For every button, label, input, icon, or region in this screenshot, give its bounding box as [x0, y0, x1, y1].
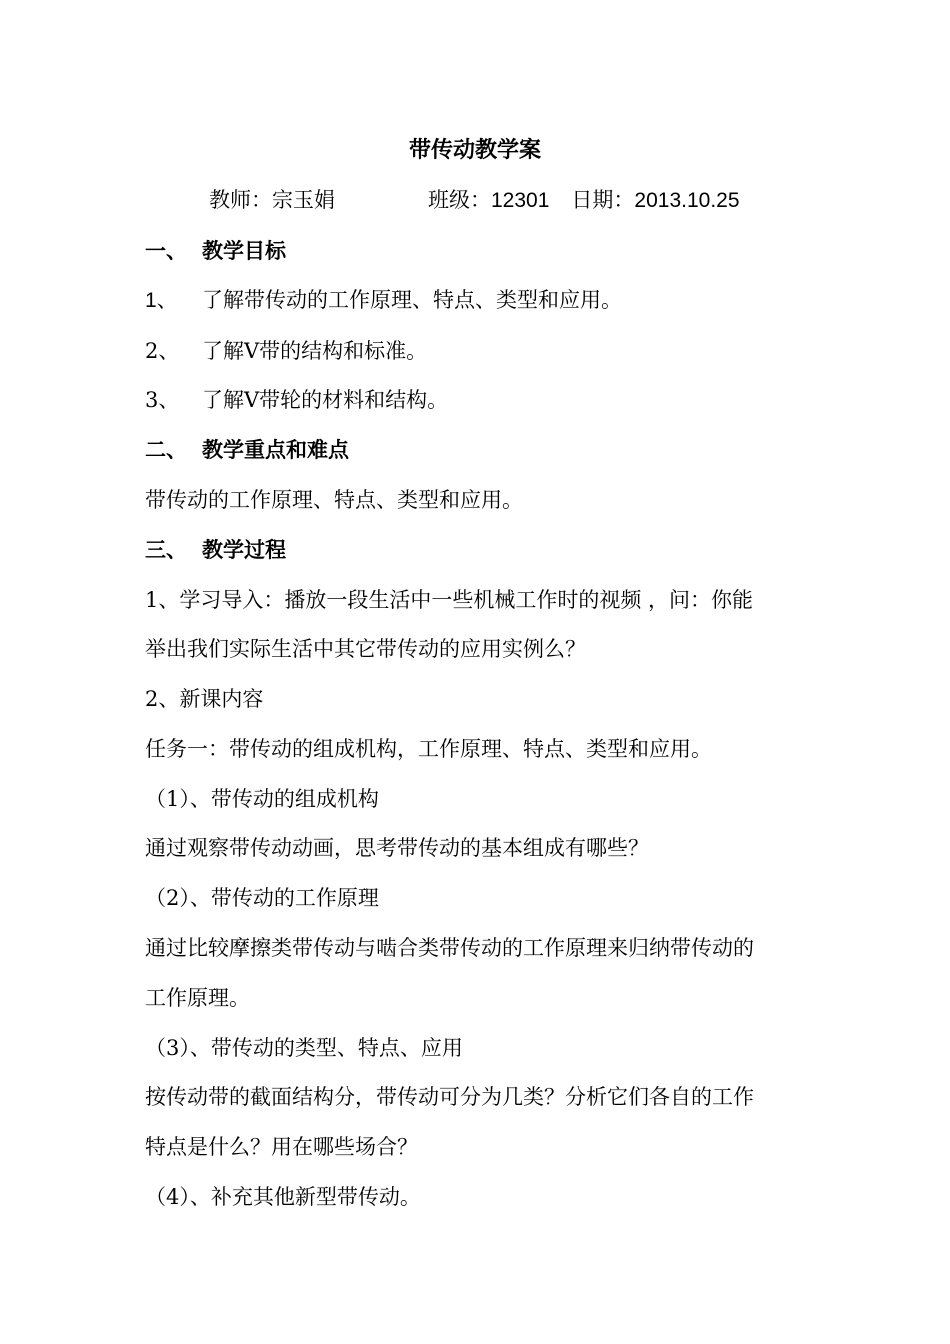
- section-marker: 三、: [145, 538, 187, 562]
- class-value: 12301: [491, 189, 550, 212]
- list-item: [145, 336, 427, 366]
- list-item: [145, 285, 622, 316]
- paragraph: 带传动的工作原理、特点、类型和应用。: [145, 488, 523, 512]
- teacher-label: 教师：: [209, 188, 272, 212]
- section-heading-process: [145, 535, 286, 565]
- paragraph-line: 举出我们实际生活中其它带传动的应用实例么？: [145, 637, 586, 661]
- paragraph-line: （4）、补充其他新型带传动。: [145, 1185, 421, 1209]
- date-label: 日期：: [571, 188, 635, 212]
- paragraph-line: 2、新课内容: [145, 687, 264, 711]
- list-item: [145, 385, 448, 415]
- paragraph-line: （3）、带传动的类型、特点、应用: [145, 1036, 463, 1060]
- paragraph-line: 通过观察带传动动画，思考带传动的基本组成有哪些？: [145, 836, 649, 860]
- paragraph-line: 1、学习导入：播放一段生活中一些机械工作时的视频 ，问：你能: [145, 588, 754, 612]
- item-marker: 3、: [145, 388, 180, 412]
- date-value: 2013.10.25: [634, 189, 740, 212]
- paragraph-line: （2）、带传动的工作原理: [145, 886, 379, 910]
- item-text: 了解V带轮的材料和结构。: [202, 388, 449, 412]
- item-text: 了解带传动的工作原理、特点、类型和应用。: [202, 288, 622, 312]
- paragraph-line: 特点是什么？用在哪些场合？: [145, 1135, 418, 1159]
- paragraph-line: 通过比较摩擦类带传动与啮合类带传动的工作原理来归纳带传动的: [145, 936, 754, 960]
- class-label: 班级：: [428, 188, 491, 212]
- section-title: 教学重点和难点: [202, 438, 349, 462]
- section-title: 教学过程: [202, 538, 286, 562]
- section-marker: 一、: [145, 239, 187, 263]
- item-marker: 1、: [145, 289, 178, 312]
- paragraph-line: （1）、带传动的组成机构: [145, 787, 379, 811]
- document-meta: [209, 185, 740, 216]
- section-title: 教学目标: [202, 239, 286, 263]
- section-marker: 二、: [145, 438, 187, 462]
- item-text: 了解V带的结构和标准。: [202, 339, 428, 363]
- paragraph-line: 任务一：带传动的组成机构，工作原理、特点、类型和应用。: [145, 737, 712, 761]
- section-heading-objectives: [145, 236, 286, 266]
- paragraph-line: 工作原理。: [145, 986, 250, 1010]
- item-marker: 2、: [145, 339, 180, 363]
- teacher-name: 宗玉娟: [272, 188, 335, 212]
- paragraph-line: 按传动带的截面结构分，带传动可分为几类？分析它们各自的工作: [145, 1085, 754, 1109]
- document-title: 带传动教学案: [408, 138, 541, 163]
- section-heading-key-points: [145, 435, 349, 465]
